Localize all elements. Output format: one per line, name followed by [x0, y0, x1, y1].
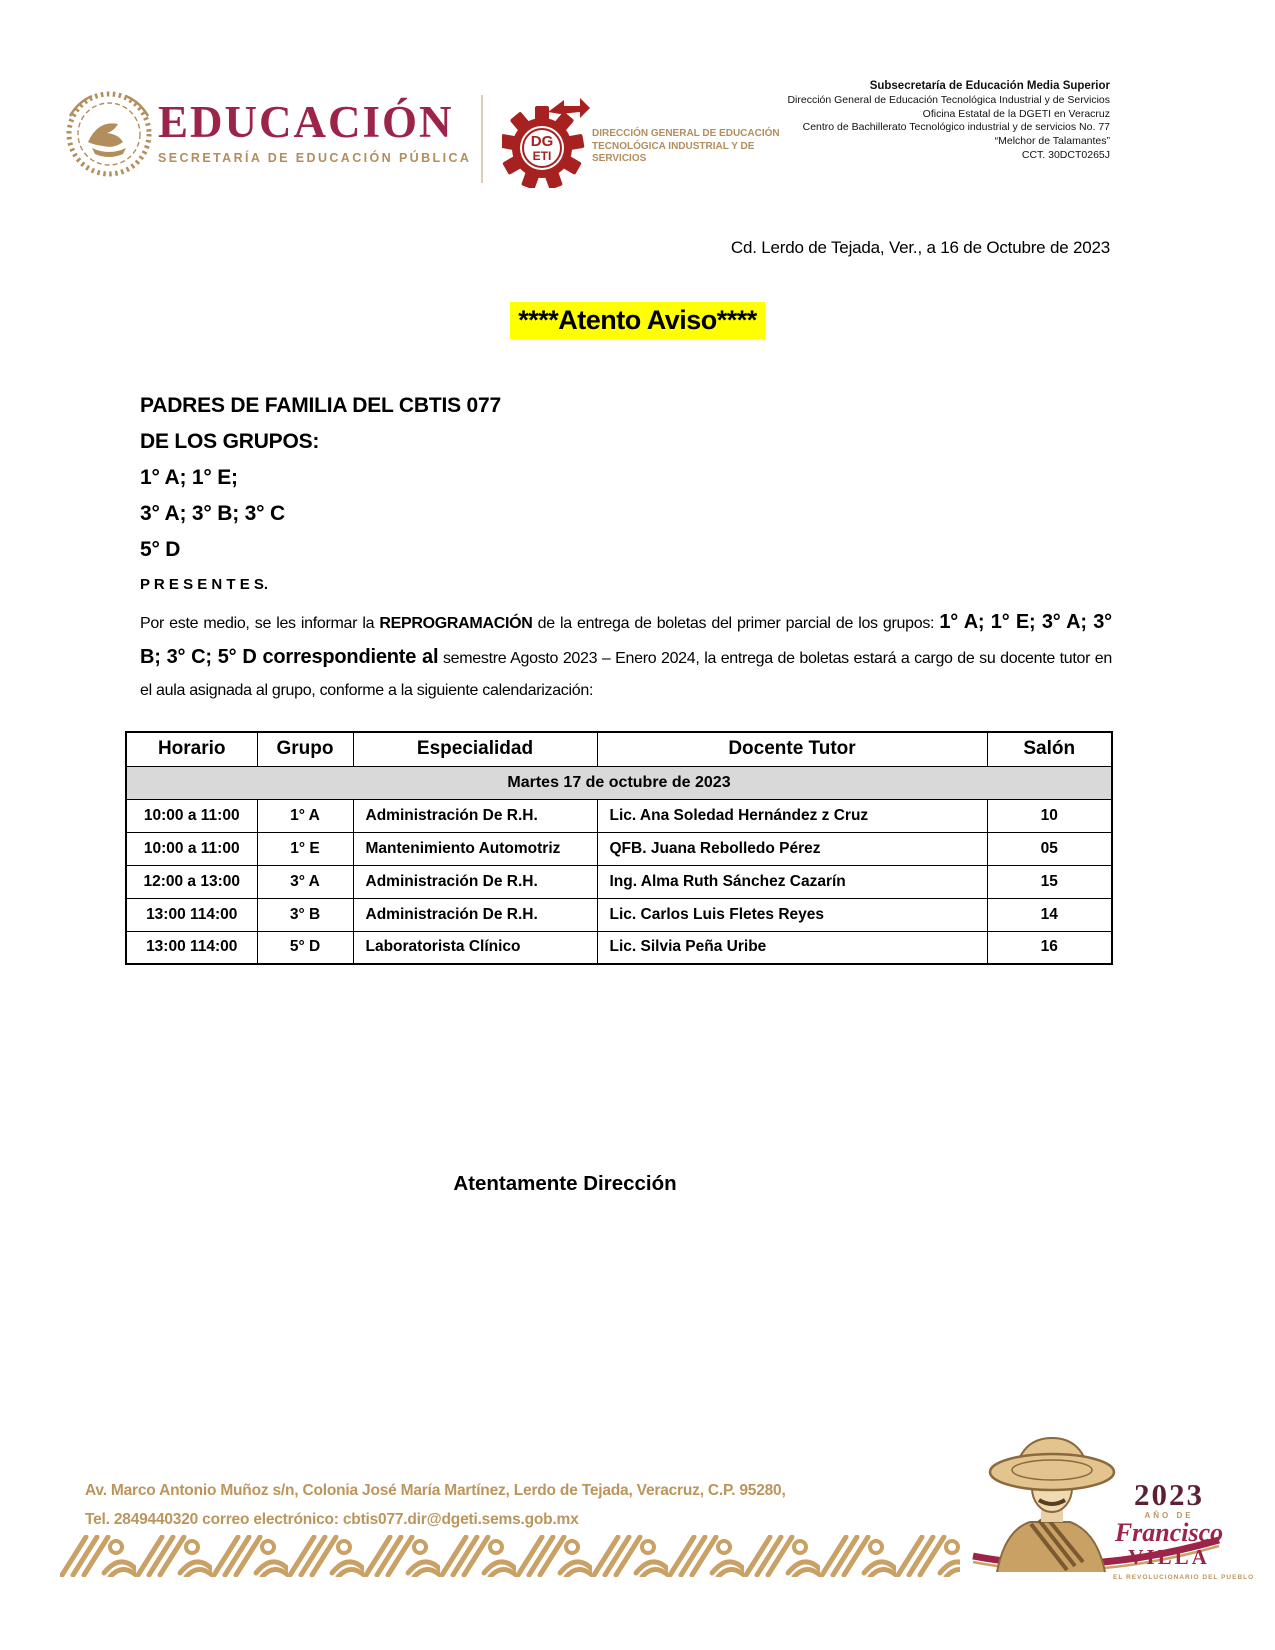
col-especialidad: Especialidad — [353, 732, 597, 766]
educacion-wordmark: EDUCACIÓN — [158, 97, 454, 147]
dgeti-gear-icon — [502, 96, 590, 188]
cell-especialidad: Administración De R.H. — [353, 898, 597, 931]
addressee-line: 3° A; 3° B; 3° C — [140, 502, 285, 525]
dgeti-label-line2: TECNOLÓGICA INDUSTRIAL Y DE SERVICIOS — [592, 140, 755, 164]
presentes-line: P R E S E N T E S. — [140, 576, 269, 593]
dgeti-acronym-bottom: ETI — [532, 149, 552, 163]
footer-address — [85, 1476, 786, 1534]
body-paragraph — [140, 606, 1112, 708]
francisco-villa-emblem — [935, 1380, 1255, 1581]
table-caption: Martes 17 de octubre de 2023 — [126, 766, 1112, 799]
cell-horario: 13:00 114:00 — [126, 898, 257, 931]
footer-address-line1: Av. Marco Antonio Muñoz s/n, Colonia José María Martínez, Lerdo de Tejada, Veracruz, C.P. 95280, — [85, 1482, 786, 1499]
date-line: Cd. Lerdo de Tejada, Ver., a 16 de Octubre de 2023 — [730, 238, 1110, 257]
dgeti-acronym-top: DG — [530, 133, 554, 150]
cell-especialidad: Administración De R.H. — [353, 799, 597, 832]
cell-especialidad: Administración De R.H. — [353, 865, 597, 898]
cell-horario: 10:00 a 11:00 — [126, 799, 257, 832]
cell-grupo: 1° A — [257, 799, 353, 832]
body-seg1: Por este medio, se les informar la — [140, 615, 380, 632]
cell-especialidad: Laboratorista Clínico — [353, 931, 597, 964]
table-row — [126, 898, 1112, 931]
office-letterhead — [660, 80, 1110, 163]
cell-grupo: 1° E — [257, 832, 353, 865]
educacion-logo — [158, 97, 472, 165]
sep-subtitle: SECRETARÍA DE EDUCACIÓN PÚBLICA — [158, 151, 472, 165]
villa-name-caps: VILLA — [1128, 1545, 1210, 1569]
col-grupo: Grupo — [257, 732, 353, 766]
villa-text-block — [1113, 1477, 1255, 1581]
table-row — [126, 931, 1112, 964]
office-line: Dirección General de Educación Tecnológica Industrial y de Servicios — [787, 93, 1110, 106]
cell-docente: Ing. Alma Ruth Sánchez Cazarín — [597, 865, 987, 898]
villa-year: 2023 — [1134, 1477, 1204, 1512]
footer-address-line2: Tel. 2849440320 correo electrónico: cbtis077.dir@dgeti.sems.gob.mx — [85, 1511, 579, 1528]
cell-docente: Lic. Silvia Peña Uribe — [597, 931, 987, 964]
cell-salon: 05 — [987, 832, 1112, 865]
header-divider — [481, 95, 483, 183]
body-groups: 1° A; 1° E; 3° A; 3° B; 3° C; 5° D correspondiente al — [140, 611, 1112, 668]
table-row — [126, 799, 1112, 832]
body-seg3: de la entrega de boletas del primer parcial de los grupos: — [532, 615, 940, 632]
cell-grupo: 5° D — [257, 931, 353, 964]
addressee-block — [140, 388, 501, 600]
cell-docente: Lic. Carlos Luis Fletes Reyes — [597, 898, 987, 931]
body-seg5: semestre Agosto 2023 – Enero 2024, la entrega de boletas estará a cargo de su docente tutor en el aula asignada al grupo, conforme a la siguiente calendarización: — [140, 649, 1112, 699]
office-line: Oficina Estatal de la DGETI en Veracruz — [922, 107, 1110, 120]
villa-tagline: EL REVOLUCIONARIO DEL PUEBLO — [1113, 1574, 1255, 1581]
cell-grupo: 3° A — [257, 865, 353, 898]
addressee-line: DE LOS GRUPOS: — [140, 430, 320, 453]
cell-grupo: 3° B — [257, 898, 353, 931]
table-row — [126, 832, 1112, 865]
greca-pattern-band — [60, 1535, 960, 1577]
cell-salon: 10 — [987, 799, 1112, 832]
cell-horario: 10:00 a 11:00 — [126, 832, 257, 865]
cell-especialidad: Mantenimiento Automotriz — [353, 832, 597, 865]
table-header-row — [126, 732, 1112, 766]
col-docente: Docente Tutor — [597, 732, 987, 766]
office-line: CCT. 30DCT0265J — [1021, 148, 1110, 161]
cell-salon: 16 — [987, 931, 1112, 964]
cell-docente: Lic. Ana Soledad Hernández z Cruz — [597, 799, 987, 832]
title-wrap — [0, 302, 1275, 339]
cell-salon: 15 — [987, 865, 1112, 898]
col-horario: Horario — [126, 732, 257, 766]
office-line: Subsecretaría de Educación Media Superior — [869, 80, 1110, 92]
addressee-line: PADRES DE FAMILIA DEL CBTIS 077 — [140, 394, 501, 417]
table-row — [126, 865, 1112, 898]
table-caption-row — [126, 766, 1112, 799]
mexico-coat-of-arms-icon — [62, 86, 156, 182]
cell-salon: 14 — [987, 898, 1112, 931]
dgeti-label-line1: DIRECCIÓN GENERAL DE EDUCACIÓN — [592, 128, 780, 139]
schedule-table — [125, 731, 1113, 965]
cell-docente: QFB. Juana Rebolledo Pérez — [597, 832, 987, 865]
villa-name-script: Francisco — [1114, 1518, 1224, 1547]
addressee-line: 5° D — [140, 538, 181, 561]
page-title: ****Atento Aviso**** — [510, 302, 765, 339]
cell-horario: 12:00 a 13:00 — [126, 865, 257, 898]
addressee-line: 1° A; 1° E; — [140, 466, 238, 489]
office-line: “Melchor de Talamantes” — [994, 135, 1110, 148]
office-line: Centro de Bachillerato Tecnológico industrial y de servicios No. 77 — [802, 121, 1110, 134]
villa-ano-de: AÑO DE — [1144, 1511, 1194, 1520]
col-salon: Salón — [987, 732, 1112, 766]
body-reprogramacion: REPROGRAMACIÓN — [379, 615, 533, 632]
cell-horario: 13:00 114:00 — [126, 931, 257, 964]
closing-signature: Atentamente Dirección — [453, 1172, 677, 1195]
